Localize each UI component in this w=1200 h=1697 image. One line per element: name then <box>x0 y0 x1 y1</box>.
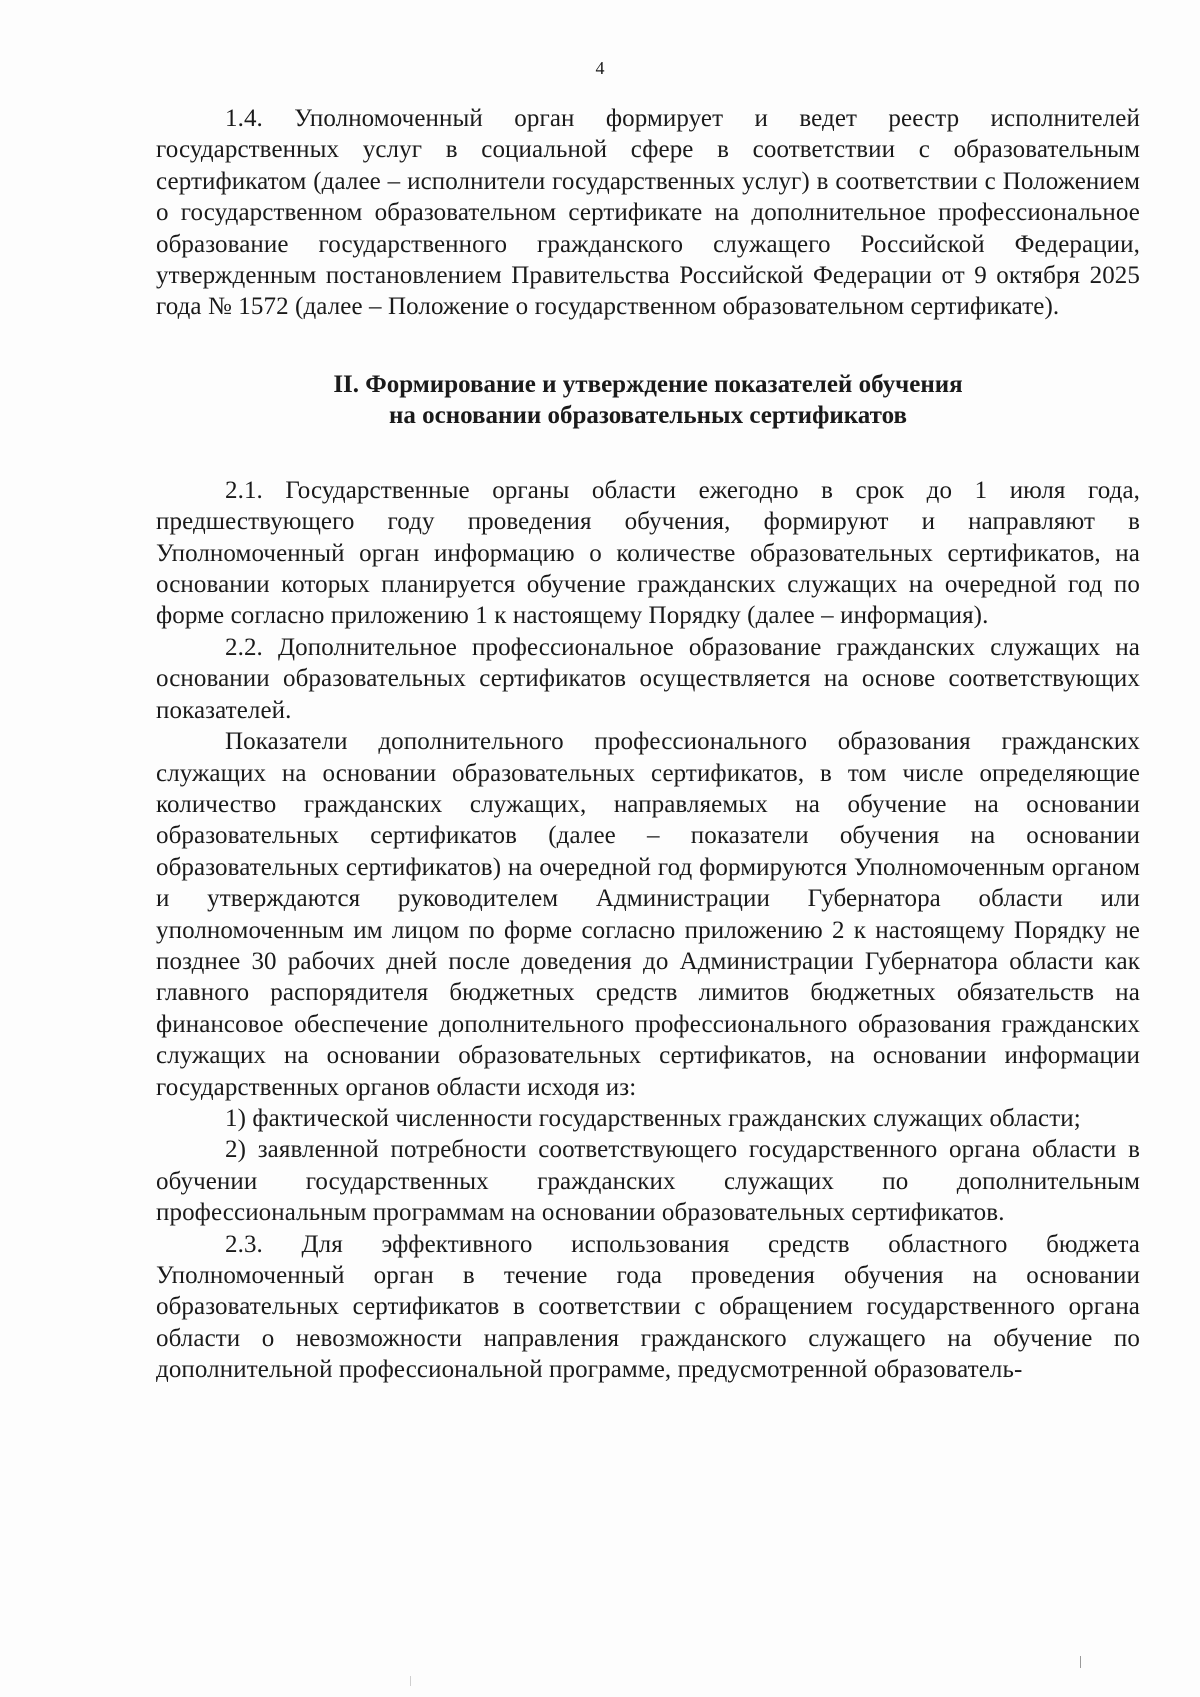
page-number: 4 <box>595 58 605 78</box>
paragraph-2-1: 2.1. Государственные органы области ежегодно в срок до 1 июля года, предшествующего году проведения обучения, формируют и направляют в Уполномоченный орган информацию о количестве образовательных сертификатов, на основании которых планируется обучение гражданских служащих на очередной год по форме согласно приложению 1 к настоящему Порядку (далее – информация). <box>156 476 1140 630</box>
paragraph-2-2: 2.2. Дополнительное профессиональное образование гражданских служащих на основании образовательных сертификатов осуществляется на основе соответствующих показателей. <box>156 633 1140 724</box>
document-body <box>156 103 1140 1386</box>
section-title-line-2: на основании образовательных сертификатов <box>389 401 907 429</box>
list-item-2: 2) заявленной потребности соответствующего государственного органа области в обучении государственных гражданских служащих по дополнительным профессиональным программам на основании образовательных сертификатов. <box>156 1136 1140 1227</box>
list-item-1: 1) фактической численности государственных гражданских служащих области; <box>225 1104 1081 1132</box>
scan-artifact-mark <box>1080 1656 1081 1668</box>
paragraph-1-4: 1.4. Уполномоченный орган формирует и ведет реестр исполнителей государственных услуг в социальной сфере в соответствии с образовательным сертификатом (далее – исполнители государственных услуг) в соответствии с Положением о государственном образовательном сертификате на дополнительное профессиональное образование государственного гражданского служащего Российской Федерации, утвержденным постановлением Правительства Российской Федерации от 9 октября 2025 года № 1572 (далее – Положение о государственном образовательном сертификате). <box>156 105 1140 321</box>
paragraph-2-3: 2.3. Для эффективного использования средств областного бюджета Уполномоченный орган в течение года проведения обучения на основании образовательных сертификатов в соответствии с обращением государственного органа области о невозможности направления гражданского служащего на обучение по дополнительной профессиональной программе, предусмотренной образователь- <box>156 1230 1140 1384</box>
section-heading <box>156 369 1140 431</box>
paragraph-indicators: Показатели дополнительного профессионального образования гражданских служащих на основании образовательных сертификатов, в том числе определяющие количество гражданских служащих, направляемых на обучение на основании образовательных сертификатов (далее – показатели обучения на основании образовательных сертификатов) на очередной год формируются Уполномоченным органом и утверждаются руководителем Администрации Губернатора области или уполномоченным им лицом по форме согласно приложению 2 к настоящему Порядку не позднее 30 рабочих дней после доведения до Администрации Губернатора области как главного распорядителя бюджетных средств лимитов бюджетных обязательств на финансовое обеспечение дополнительного профессионального образования гражданских служащих на основании образовательных сертификатов, на основании информации государственных органов области исходя из: <box>156 728 1140 1101</box>
section-title-line-1: II. Формирование и утверждение показателей обучения <box>333 370 963 398</box>
scan-artifact-mark <box>410 1676 411 1686</box>
